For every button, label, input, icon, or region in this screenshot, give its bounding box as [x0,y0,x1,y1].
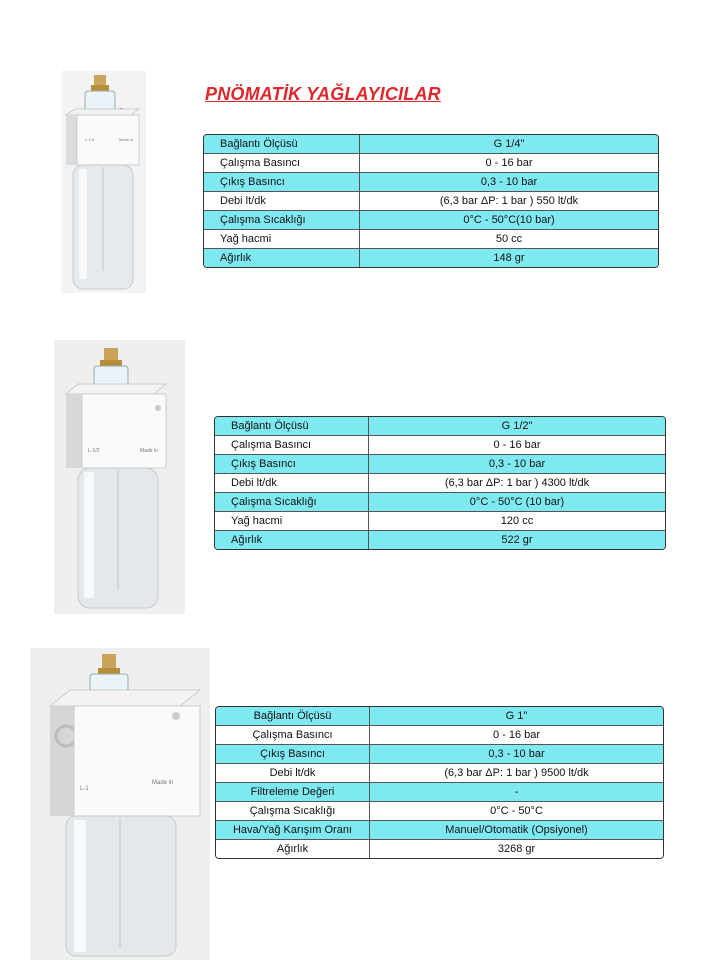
lubricator-quarter-inch-photo [61,71,146,293]
page-title: PNÖMATİK YAĞLAYICILAR [205,84,441,104]
spec-label: Ağırlık [204,249,360,267]
table-row [216,726,663,745]
table-row [204,173,658,192]
table-row [204,211,658,230]
table-row [215,512,665,531]
table-row [216,840,663,858]
spec-label: Çıkış Basıncı [215,455,369,474]
table-row [216,764,663,783]
table-row [215,417,665,436]
table-row [204,249,658,267]
spec-table-one-inch [215,706,664,859]
spec-value: 50 cc [360,230,658,249]
spec-value: 0°C - 50°C (10 bar) [369,493,665,512]
table-row [204,135,658,154]
spec-label: Hava/Yağ Karışım Oranı [216,821,370,840]
spec-value: 120 cc [369,512,665,531]
spec-label: Çalışma Basıncı [216,726,370,745]
spec-value: 0°C - 50°C [370,802,663,821]
table-row [215,493,665,512]
spec-value: 0°C - 50°C(10 bar) [360,211,658,230]
svg-text:Made in: Made in [119,137,134,142]
table-row [215,474,665,493]
spec-label: Çıkış Basıncı [204,173,360,192]
spec-value: (6,3 bar ΔP: 1 bar ) 4300 lt/dk [369,474,665,493]
spec-label: Ağırlık [216,840,370,858]
spec-value: Manuel/Otomatik (Opsiyonel) [370,821,663,840]
spec-value: 522 gr [369,531,665,549]
spec-value: 0,3 - 10 bar [370,745,663,764]
spec-label: Çıkış Basıncı [216,745,370,764]
spec-label: Ağırlık [215,531,369,549]
svg-text:L-1/4: L-1/4 [85,137,95,142]
table-row [215,436,665,455]
table-row [215,531,665,549]
table-row [216,707,663,726]
table-row [216,783,663,802]
spec-label: Debi lt/dk [204,192,360,211]
spec-label: Yağ hacmi [215,512,369,531]
table-row [216,745,663,764]
spec-label: Bağlantı Ölçüsü [215,417,369,436]
spec-value: 148 gr [360,249,658,267]
svg-text:L-1: L-1 [80,786,89,792]
table-row [215,455,665,474]
spec-table-quarter-inch [203,134,659,268]
spec-value: (6,3 bar ΔP: 1 bar ) 9500 lt/dk [370,764,663,783]
lubricator-one-inch-photo [30,648,210,960]
table-row [204,230,658,249]
spec-label: Debi lt/dk [215,474,369,493]
spec-label: Debi lt/dk [216,764,370,783]
spec-label: Yağ hacmi [204,230,360,249]
svg-text:Made in: Made in [152,780,174,786]
table-row [216,802,663,821]
spec-value: G 1" [370,707,663,726]
spec-label: Çalışma Basıncı [204,154,360,173]
spec-table-half-inch [214,416,666,550]
spec-label: Bağlantı Ölçüsü [204,135,360,154]
spec-value: 0,3 - 10 bar [369,455,665,474]
spec-label: Çalışma Sıcaklığı [216,802,370,821]
svg-text:Made in: Made in [140,448,158,454]
spec-label: Çalışma Basıncı [215,436,369,455]
spec-label: Filtreleme Değeri [216,783,370,802]
spec-value: 3268 gr [370,840,663,858]
spec-value: G 1/2" [369,417,665,436]
spec-value: 0,3 - 10 bar [360,173,658,192]
spec-value: 0 - 16 bar [369,436,665,455]
table-row [204,192,658,211]
spec-label: Çalışma Sıcaklığı [204,211,360,230]
spec-value: 0 - 16 bar [370,726,663,745]
spec-value: (6,3 bar ΔP: 1 bar ) 550 lt/dk [360,192,658,211]
spec-value: - [370,783,663,802]
table-row [204,154,658,173]
svg-text:L-1/2: L-1/2 [88,448,100,454]
spec-label: Bağlantı Ölçüsü [216,707,370,726]
lubricator-half-inch-photo [54,340,185,614]
spec-value: 0 - 16 bar [360,154,658,173]
spec-value: G 1/4" [360,135,658,154]
spec-label: Çalışma Sıcaklığı [215,493,369,512]
table-row [216,821,663,840]
